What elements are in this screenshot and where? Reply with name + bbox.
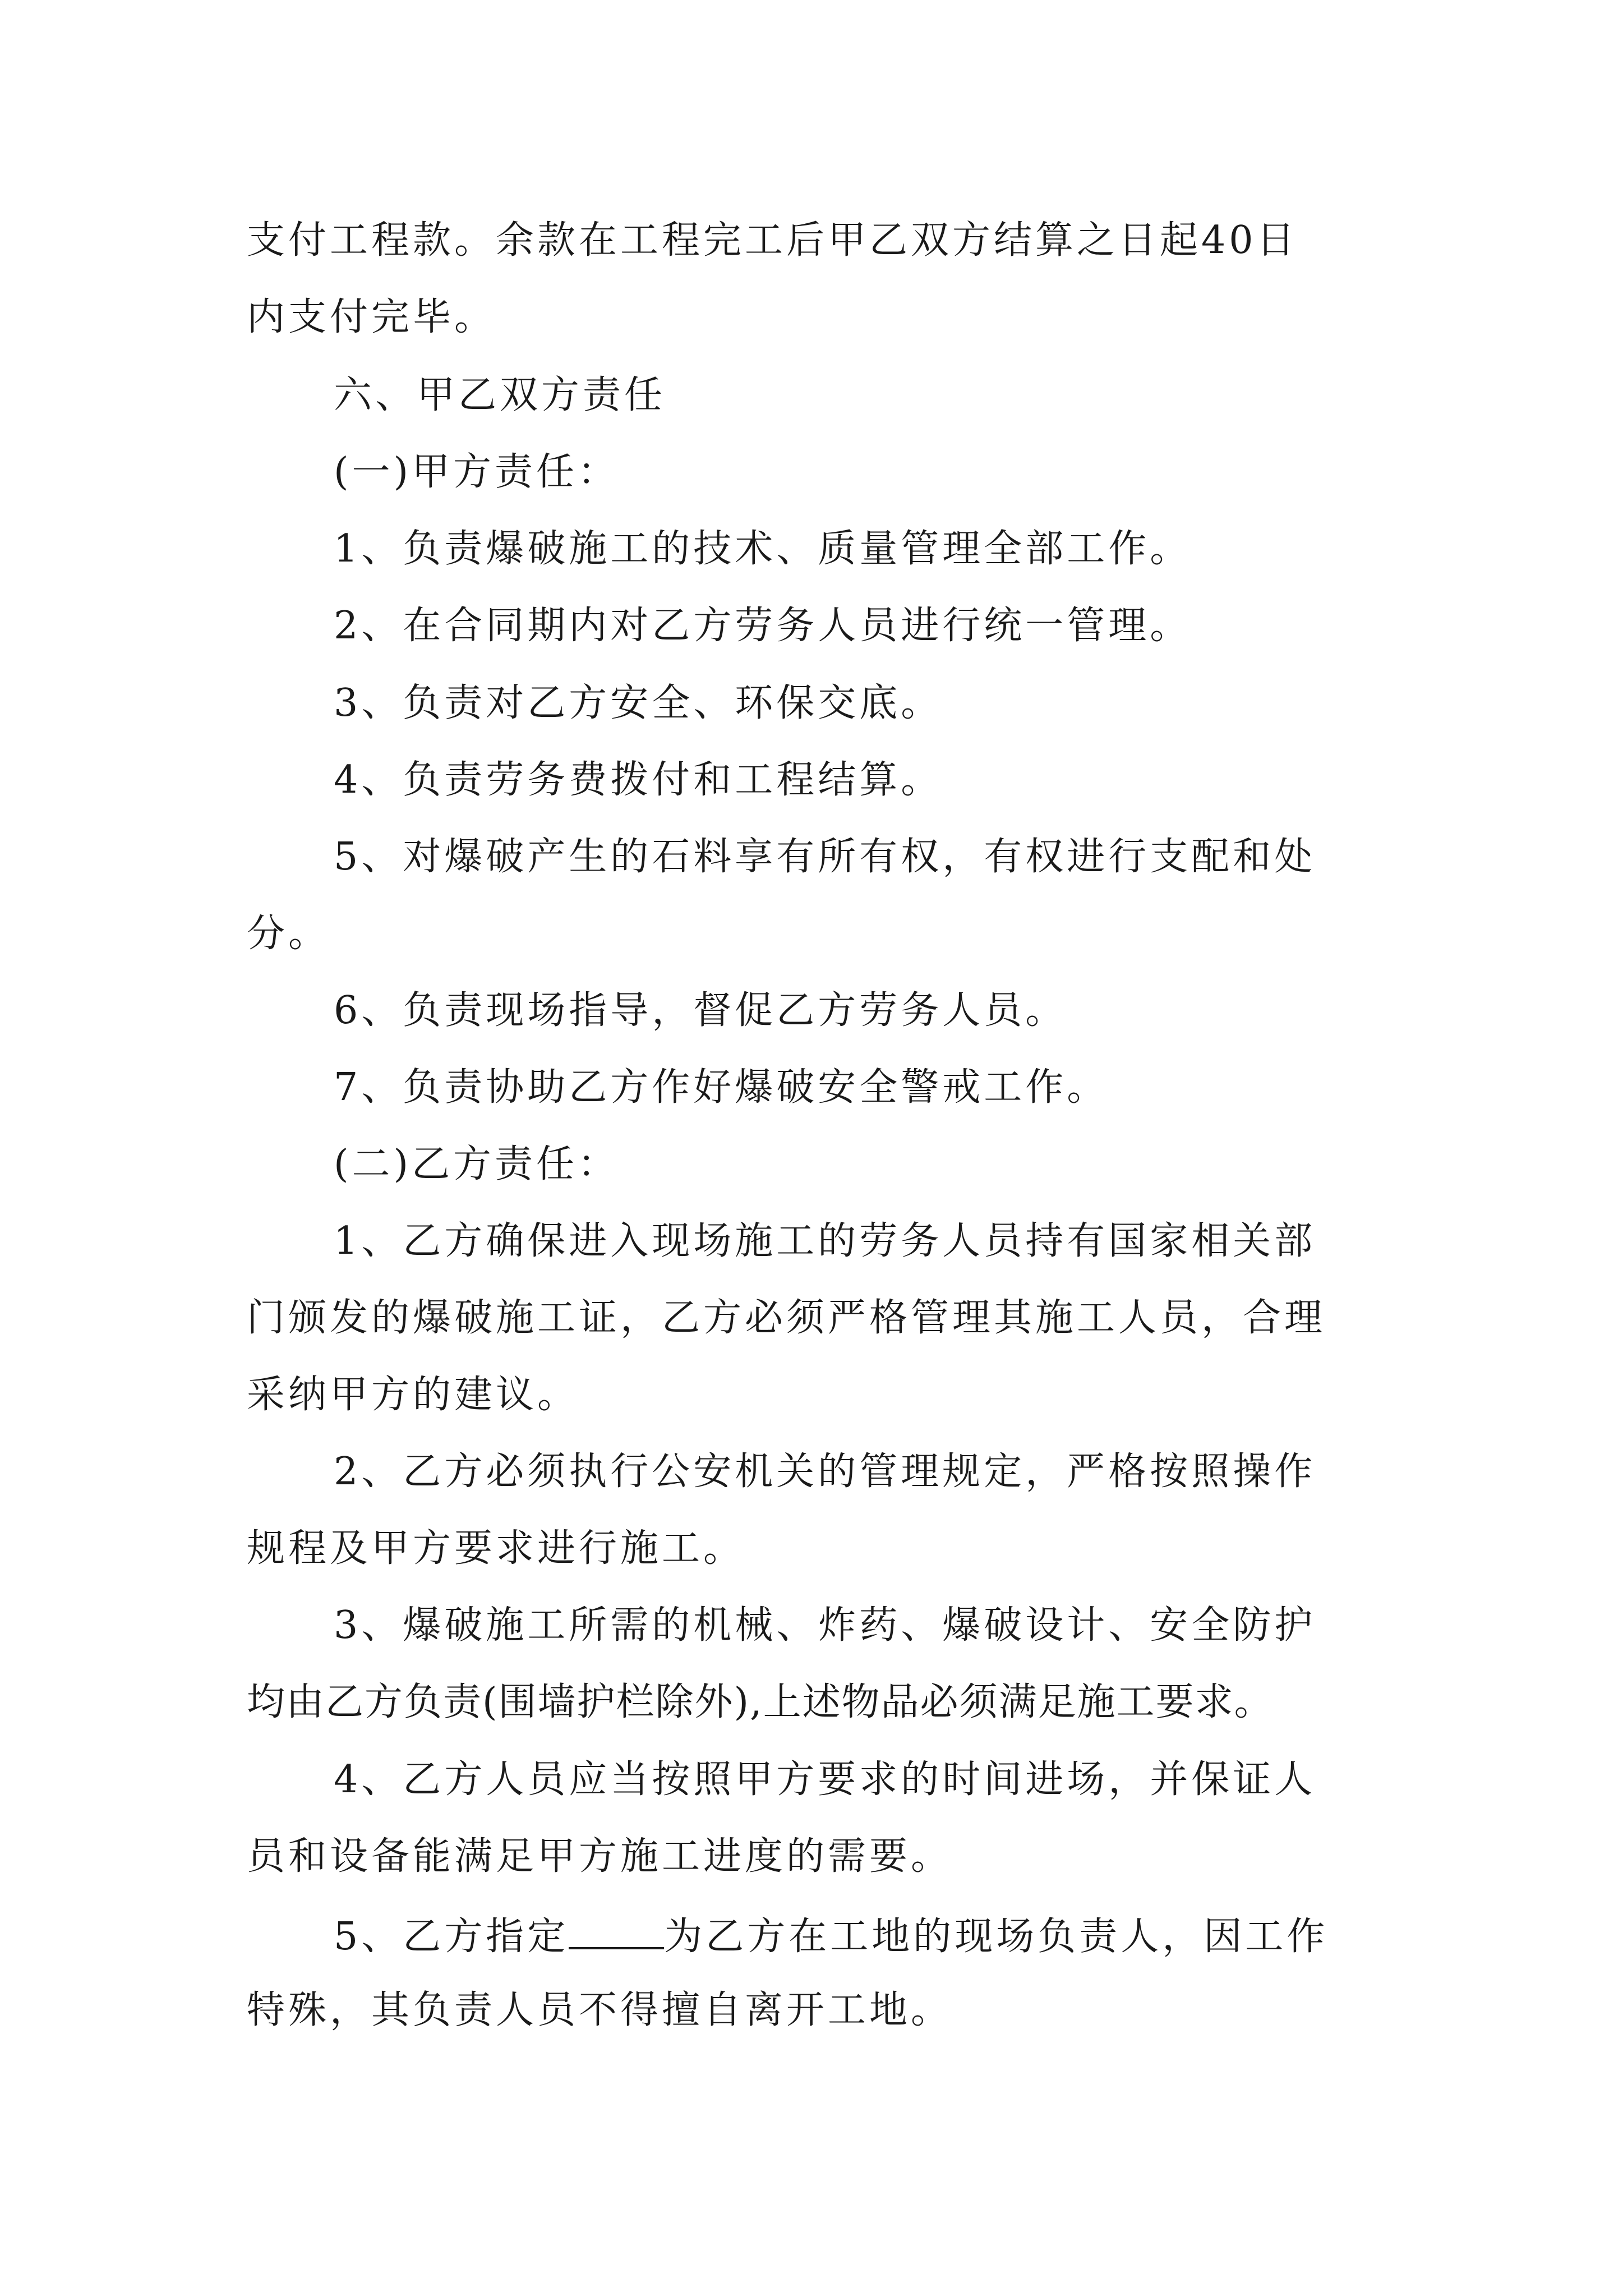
list-item: 4、负责劳务费拨付和工程结算。 <box>334 758 943 802</box>
text-line: 内支付完毕。 <box>247 295 496 339</box>
text-line: 均由乙方负责(围墙护栏除外),上述物品必须满足施工要求。 <box>247 1680 1274 1724</box>
list-item: 1、乙方确保进入现场施工的劳务人员持有国家相关部 <box>334 1219 1316 1263</box>
list-item: 3、负责对乙方安全、环保交底。 <box>334 681 943 725</box>
subsection-heading: (二)乙方责任： <box>334 1142 620 1186</box>
list-item: 3、爆破施工所需的机械、炸药、爆破设计、安全防护 <box>334 1603 1316 1648</box>
list-item: 2、在合同期内对乙方劳务人员进行统一管理。 <box>334 604 1192 648</box>
section-heading: 六、甲乙双方责任 <box>334 373 666 417</box>
text-line: 特殊，其负责人员不得擅自离开工地。 <box>247 1988 953 2032</box>
text-line: 员和设备能满足甲方施工进度的需要。 <box>247 1834 953 1879</box>
list-item: 7、负责协助乙方作好爆破安全警戒工作。 <box>334 1065 1109 1110</box>
designate-prefix: 5、乙方指定 <box>334 1915 569 1959</box>
list-item <box>334 1915 1329 1959</box>
text-line: 分。 <box>247 912 330 956</box>
list-item: 6、负责现场指导，督促乙方劳务人员。 <box>334 988 1067 1033</box>
text-line: 支付工程款。余款在工程完工后甲乙双方结算之日起40日 <box>247 218 1298 263</box>
subsection-heading: (一)甲方责任： <box>334 450 620 494</box>
text-line: 门颁发的爆破施工证，乙方必须严格管理其施工人员，合理 <box>247 1296 1326 1340</box>
list-item: 2、乙方必须执行公安机关的管理规定，严格按照操作 <box>334 1450 1316 1494</box>
fill-in-blank <box>569 1915 664 1949</box>
list-item: 1、负责爆破施工的技术、质量管理全部工作。 <box>334 527 1192 571</box>
text-line: 规程及甲方要求进行施工。 <box>247 1526 745 1571</box>
list-item: 5、对爆破产生的石料享有所有权，有权进行支配和处 <box>334 835 1316 879</box>
list-item: 4、乙方人员应当按照甲方要求的时间进场，并保证人 <box>334 1757 1316 1802</box>
text-line: 采纳甲方的建议。 <box>247 1373 579 1417</box>
designate-suffix: 为乙方在工地的现场负责人，因工作 <box>664 1915 1329 1959</box>
